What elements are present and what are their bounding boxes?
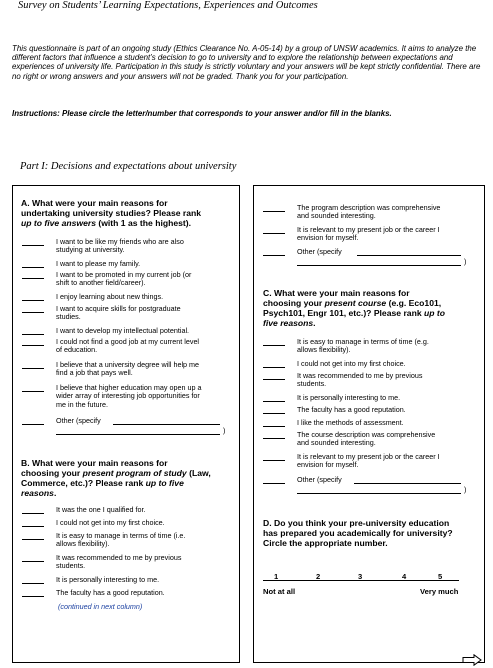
other-specify-field[interactable] (354, 476, 461, 484)
rank-blank[interactable] (22, 361, 44, 369)
rank-blank[interactable] (22, 238, 44, 246)
option-label: I enjoy learning about new things. (56, 292, 164, 301)
instructions: Instructions: Please circle the letter/number that corresponds to your answer and/or fill in the blanks. (12, 109, 392, 118)
rank-blank[interactable] (263, 204, 285, 212)
question-d-heading: D. Do you think your pre-university education has prepared you academically for university? Circle the appropriate number. (263, 518, 453, 548)
other-specify-field[interactable] (357, 248, 461, 256)
rank-blank[interactable] (22, 327, 44, 335)
other-specify-field-line2[interactable] (297, 258, 461, 266)
option-label: It is relevant to my present job or the career I envision for myself. (297, 225, 440, 243)
option-label: It is personally interesting to me. (297, 393, 401, 402)
rank-blank[interactable] (263, 453, 285, 461)
rank-blank[interactable] (22, 338, 44, 346)
option-label: I could not get into my first choice. (297, 359, 406, 368)
rank-blank[interactable] (263, 394, 285, 402)
rank-blank[interactable] (263, 372, 285, 380)
option-label: It is easy to manage in terms of time (i.e. allows flexibility). (56, 531, 186, 549)
scale-low-label: Not at all (263, 587, 296, 596)
rank-blank[interactable] (22, 576, 44, 584)
option-label: The program description was comprehensive and sounded interesting. (297, 203, 441, 221)
option-label: It is relevant to my present job or the career I envision for myself. (297, 452, 440, 470)
option-label: I believe that a university degree will help me find a job that pays well. (56, 360, 200, 378)
option-label: I believe that higher education may open up a wider array of interesting job opportunities for me in the future. (56, 383, 202, 409)
part-title: Part I: Decisions and expectations about university (20, 161, 237, 172)
option-label: I like the methods of assessment. (297, 418, 404, 427)
option-label: Other (specify (297, 475, 342, 484)
option-label: I want to please my family. (56, 259, 141, 268)
option-label: It was recommended to me by previous students. (297, 371, 423, 389)
next-page-arrow-icon[interactable] (462, 654, 482, 666)
option-label: It is easy to manage in terms of time (e.g. allows flexibility). (297, 337, 429, 355)
rank-blank[interactable] (22, 293, 44, 301)
scale-option-3[interactable]: 3 (358, 572, 363, 581)
scale-option-2[interactable]: 2 (316, 572, 321, 581)
other-specify-field-line2[interactable] (56, 427, 220, 435)
rank-blank[interactable] (22, 554, 44, 562)
rank-blank[interactable] (263, 406, 285, 414)
scale-high-label: Very much (420, 587, 459, 596)
intro-paragraph: This questionnaire is part of an ongoing study (Ethics Clearance No. A-05-14) by a group of UNSW academics. It aims to analyze the different factors that influence a student’s decision to go to university and to explore the relationship between expectations and experiences of university life. Participation in this study is strictly voluntary and your answers will be kept strictly confidential. There are no right or wrong answers and your answers will not be graded. Thank you for your participation. (12, 44, 481, 81)
option-label: It is personally interesting to me. (56, 575, 160, 584)
option-label: I want to be promoted in my current job (or shift to another field/career). (56, 270, 192, 288)
question-b-heading: B. What were your main reasons for choosing your present program of study (Law, Commerce, etc.)? Please rank up to five reasons. (21, 458, 211, 498)
close-paren: ) (464, 257, 467, 266)
rank-blank[interactable] (263, 476, 285, 484)
option-label: The faculty has a good reputation. (56, 588, 165, 597)
rank-blank[interactable] (263, 431, 285, 439)
rank-blank[interactable] (263, 338, 285, 346)
option-label: Other (specify (297, 247, 342, 256)
option-label: The course description was comprehensive and sounded interesting. (297, 430, 436, 448)
rank-blank[interactable] (22, 506, 44, 514)
close-paren: ) (223, 426, 226, 435)
rank-blank[interactable] (22, 271, 44, 279)
scale-option-4[interactable]: 4 (402, 572, 407, 581)
rank-blank[interactable] (22, 305, 44, 313)
rank-blank[interactable] (22, 260, 44, 268)
rank-blank[interactable] (22, 384, 44, 392)
other-specify-field-line2[interactable] (297, 486, 461, 494)
option-label: I could not find a good job at my current level of education. (56, 337, 200, 355)
rank-blank[interactable] (22, 417, 44, 425)
option-label: It was recommended to me by previous students. (56, 553, 182, 571)
scale-option-5[interactable]: 5 (438, 572, 443, 581)
option-label: The faculty has a good reputation. (297, 405, 406, 414)
rank-blank[interactable] (263, 226, 285, 234)
option-label: It was the one I qualified for. (56, 505, 146, 514)
rank-blank[interactable] (22, 589, 44, 597)
rank-blank[interactable] (22, 532, 44, 540)
question-c-heading: C. What were your main reasons for choosing your present course (e.g. Eco101, Psych101, Engr 101, etc.)? Please rank up to five reasons. (263, 288, 445, 328)
continued-note: (continued in next column) (58, 602, 143, 611)
left-column (12, 185, 240, 663)
other-specify-field[interactable] (113, 417, 220, 425)
close-paren: ) (464, 485, 467, 494)
option-label: I could not get into my first choice. (56, 518, 165, 527)
option-label: I want to be like my friends who are also studying at university. (56, 237, 184, 255)
rank-blank[interactable] (263, 248, 285, 256)
scale-option-1[interactable]: 1 (274, 572, 279, 581)
rank-blank[interactable] (263, 360, 285, 368)
rank-blank[interactable] (22, 519, 44, 527)
question-a-heading: A. What were your main reasons for undertaking university studies? Please rank up to five answers (with 1 as the highest). (21, 198, 202, 228)
survey-title: Survey on Students’ Learning Expectations, Experiences and Outcomes (18, 0, 318, 11)
option-label: I want to develop my intellectual potential. (56, 326, 190, 335)
rank-blank[interactable] (263, 419, 285, 427)
option-label: I want to acquire skills for postgraduate studies. (56, 304, 181, 322)
option-label: Other (specify (56, 416, 101, 425)
right-column (253, 185, 485, 663)
